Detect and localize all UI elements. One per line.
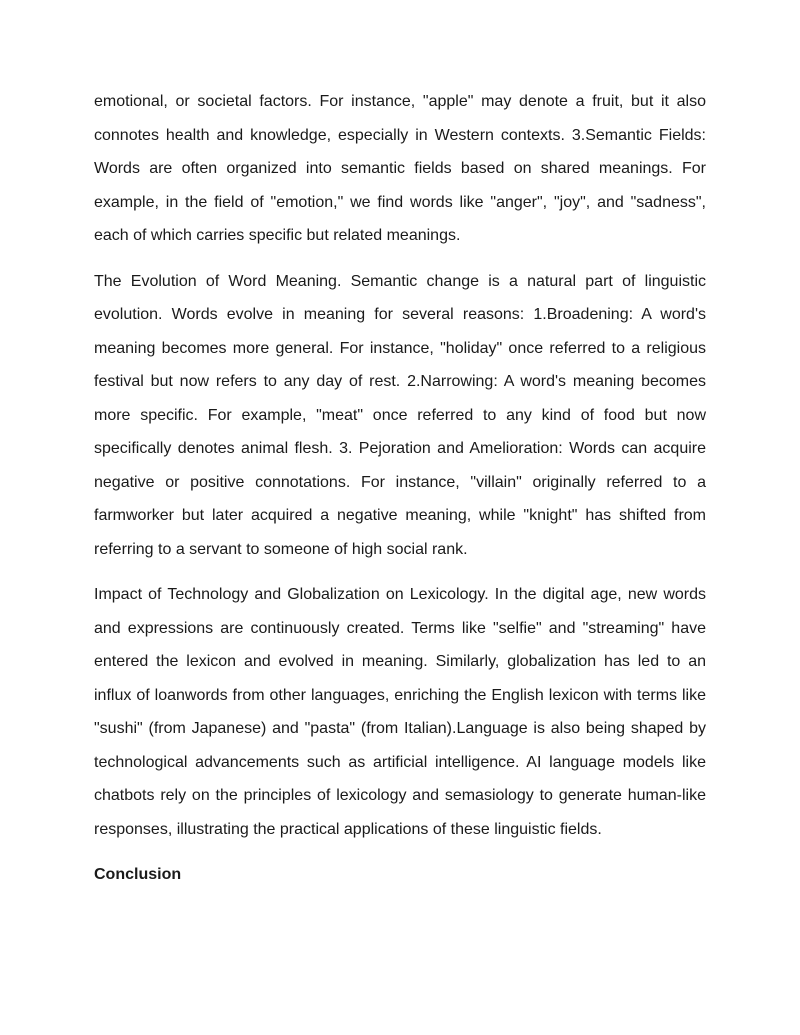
- paragraph-evolution-of-word-meaning: The Evolution of Word Meaning. Semantic change is a natural part of linguistic evolution. Words evolve in meaning for several reasons: 1.Broadening: A word's meaning becomes more general. For instance, "holiday" once referred to a religious festival but now refers to any day of rest. 2.Narrowing: A word's meaning becomes more specific. For example, "meat" once referred to any kind of food but now specifically denotes animal flesh. 3. Pejoration and Amelioration: Words can acquire negative or positive connotations. For instance, "villain" originally referred to a farmworker but later acquired a negative meaning, while "knight" has shifted from referring to a servant to someone of high social rank.: [94, 272, 706, 558]
- document-body: [94, 85, 706, 892]
- paragraph-semantic-fields: emotional, or societal factors. For instance, "apple" may denote a fruit, but it also connotes health and knowledge, especially in Western contexts. 3.Semantic Fields: Words are often organized into semantic fields based on shared meanings. For example, in the field of "emotion," we find words like "anger", "joy", and "sadness", each of which carries specific but related meanings.: [94, 93, 706, 244]
- section-heading-conclusion: Conclusion: [94, 866, 182, 883]
- paragraph-technology-globalization: Impact of Technology and Globalization on Lexicology. In the digital age, new words and expressions are continuously created. Terms like "selfie" and "streaming" have entered the lexicon and evolved in meaning. Similarly, globalization has led to an influx of loanwords from other languages, enriching the English lexicon with terms like "sushi" (from Japanese) and "pasta" (from Italian).Language is also being shaped by technological advancements such as artificial intelligence. AI language models like chatbots rely on the principles of lexicology and semasiology to generate human-like responses, illustrating the practical applications of these linguistic fields.: [94, 586, 706, 838]
